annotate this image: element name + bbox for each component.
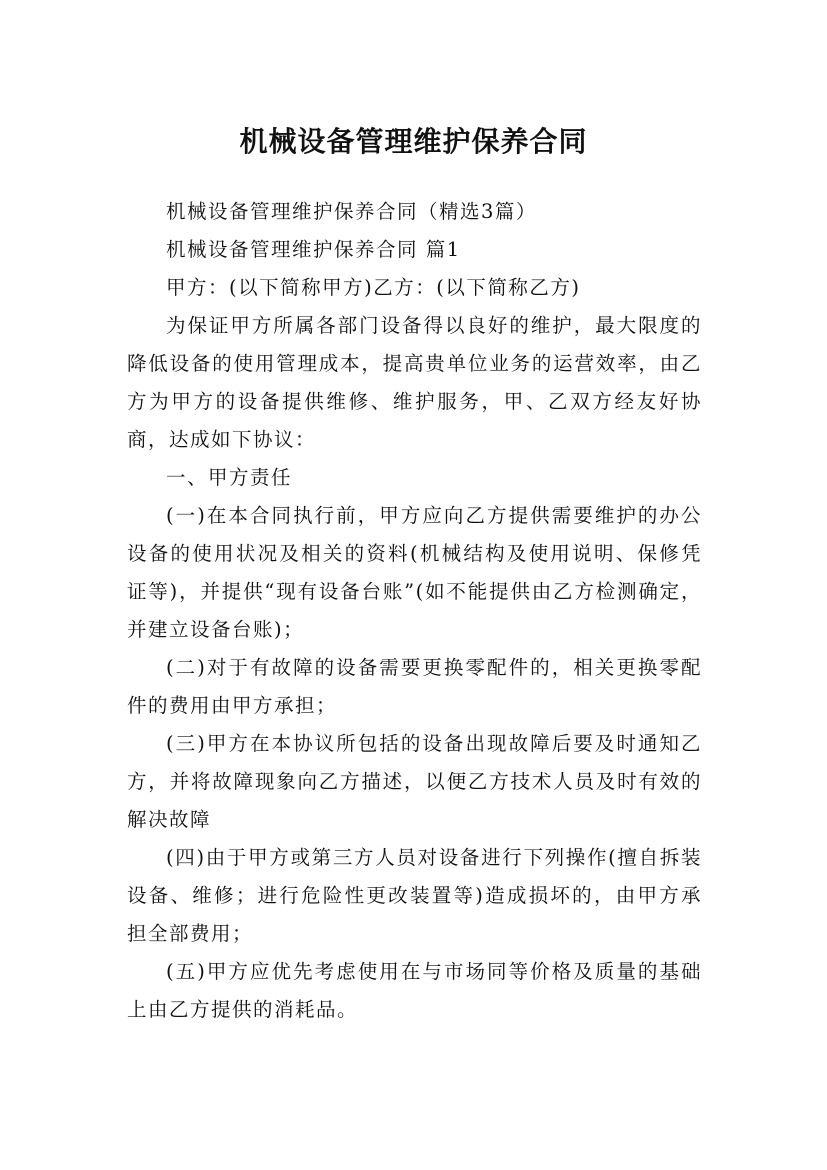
document-title: 机械设备管理维护保养合同 [239, 124, 588, 158]
paragraph-preamble: 为保证甲方所属各部门设备得以良好的维护，最大限度的降低设备的使用管理成本，提高贵单位业务的运营效率，由乙方为甲方的设备提供维修、维护服务，甲、乙双方经友好协商，达成如下协议： [127, 314, 702, 451]
paragraph-subtitle: 机械设备管理维护保养合同（精选3篇） [166, 200, 537, 223]
paragraph-parties: 甲方：(以下简称甲方)乙方：(以下简称乙方) [166, 276, 581, 299]
paragraph-clause-5: (五)甲方应优先考虑使用在与市场同等价格及质量的基础上由乙方提供的消耗品。 [127, 960, 702, 1021]
paragraph-clause-3: (三)甲方在本协议所包括的设备出现故障后要及时通知乙方，并将故障现象向乙方描述，以便乙方技术人员及时有效的解决故障 [127, 732, 702, 831]
document-body [127, 193, 702, 1029]
paragraph-clause-4: (四)由于甲方或第三方人员对设备进行下列操作(擅自拆装设备、维修；进行危险性更改装置等)造成损坏的，由甲方承担全部费用； [127, 846, 702, 945]
paragraph-clause-2: (二)对于有故障的设备需要更换零配件的，相关更换零配件的费用由甲方承担； [127, 656, 702, 717]
paragraph-party-a-responsibility-heading: 一、甲方责任 [166, 466, 293, 489]
paragraph-clause-1: (一)在本合同执行前，甲方应向乙方提供需要维护的办公设备的使用状况及相关的资料(机械结构及使用说明、保修凭证等)，并提供“现有设备台账”(如不能提供由乙方检测确定，并建立设备台账)； [127, 504, 702, 641]
paragraph-section-heading: 机械设备管理维护保养合同 篇1 [166, 238, 461, 261]
